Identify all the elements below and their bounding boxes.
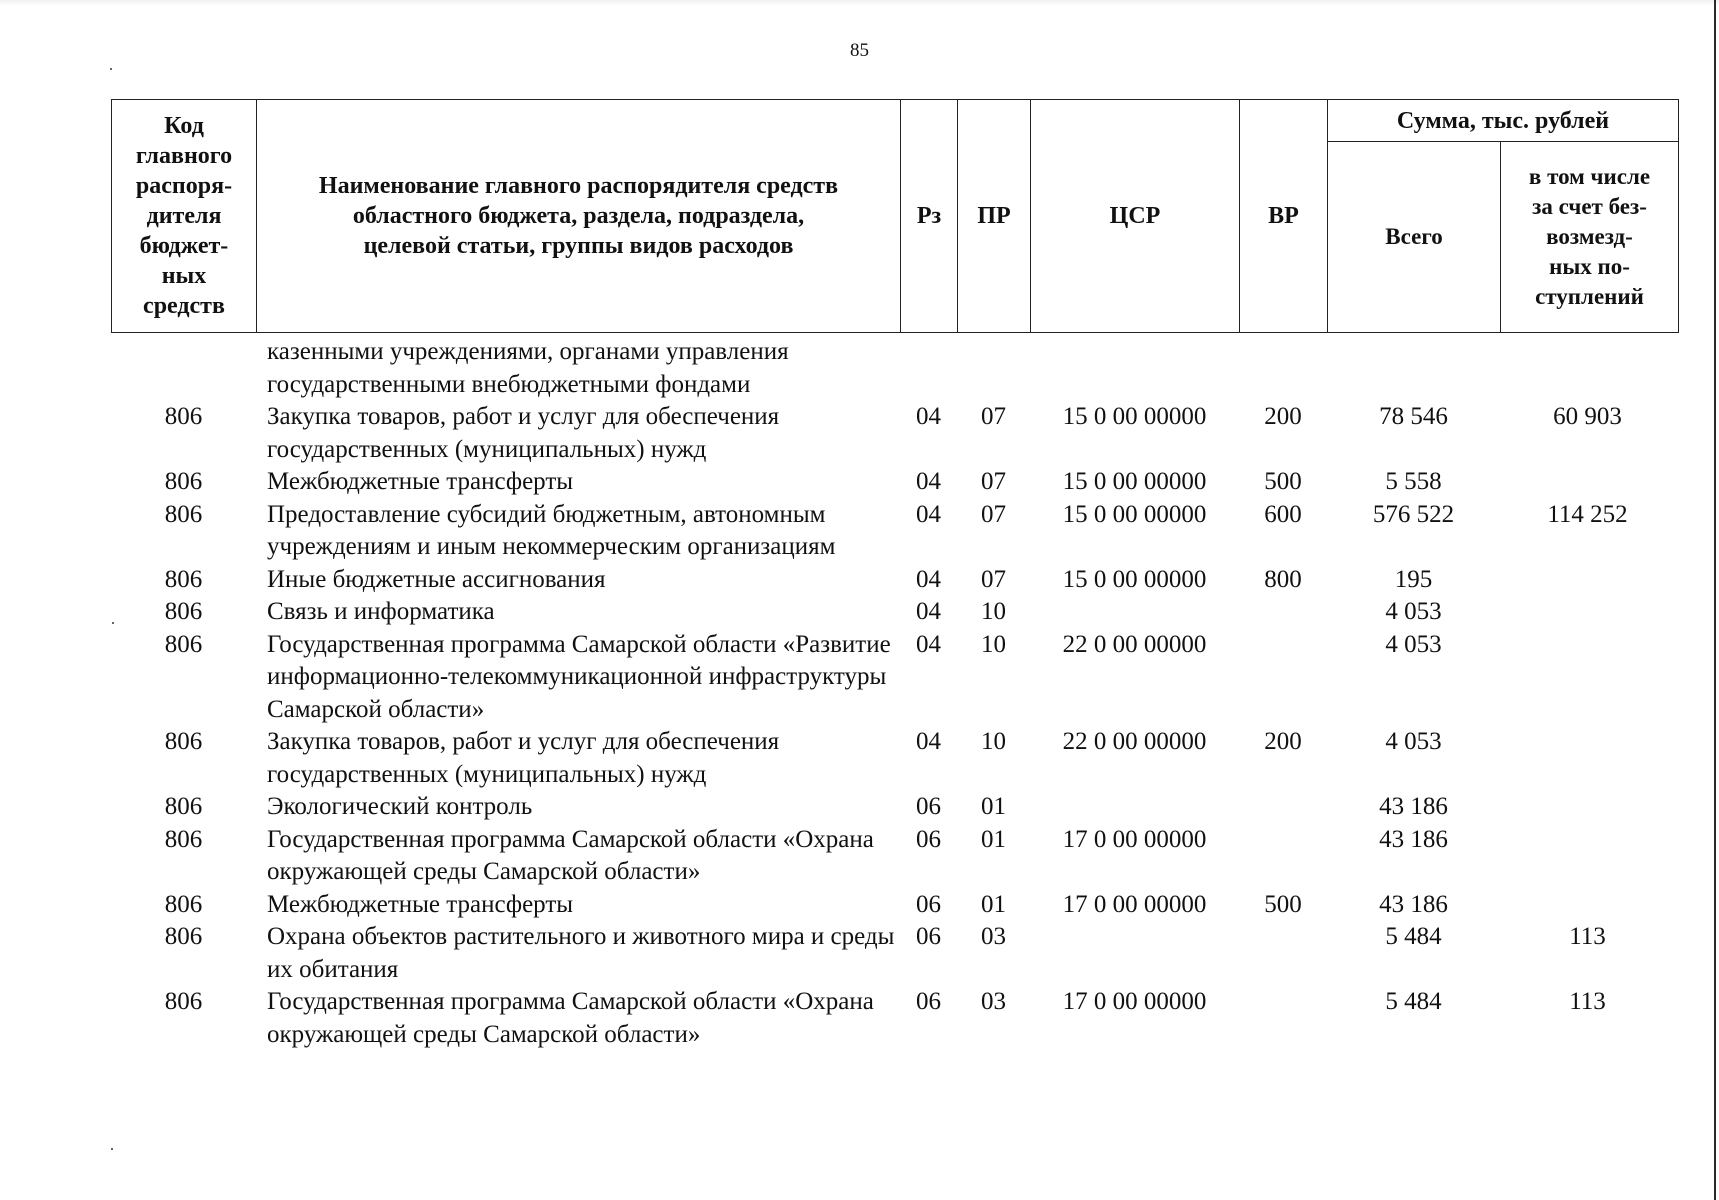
row-rz: 04 — [916, 728, 941, 755]
row-code: 806 — [164, 890, 203, 918]
row-rz: 04 — [916, 630, 941, 658]
row-name: Закупка товаров, работ и услуг для обеспечения государственных (муниципальных) нужд — [267, 403, 780, 463]
table-header — [111, 99, 1679, 333]
header-code-line: распоря- — [135, 173, 233, 199]
header-total: Всего — [1328, 142, 1501, 333]
row-csr: 17 0 00 00000 — [1062, 988, 1207, 1015]
scan-speck — [111, 1148, 113, 1150]
row-name: Иные бюджетные ассигнования — [267, 565, 606, 593]
row-code: 806 — [164, 468, 203, 495]
header-pr: ПР — [958, 100, 1031, 333]
row-pr: 03 — [981, 988, 1006, 1015]
table-row — [111, 889, 1678, 922]
row-code: 806 — [164, 923, 203, 950]
row-grants: 113 — [1569, 988, 1606, 1015]
row-code: 806 — [164, 728, 203, 755]
row-name: Межбюджетные трансферты — [267, 468, 574, 495]
row-name: Межбюджетные трансферты — [267, 890, 574, 918]
row-code: 806 — [164, 565, 203, 593]
header-name-line: Наименование главного распорядителя средств — [318, 173, 839, 199]
row-rz: 04 — [916, 468, 941, 495]
header-csr: ЦСР — [1031, 100, 1240, 333]
table-row — [111, 921, 1678, 986]
header-code-line: ных — [161, 263, 207, 289]
row-pr: 07 — [981, 468, 1006, 495]
row-rz: 06 — [916, 923, 941, 950]
row-total: 4 053 — [1385, 728, 1442, 755]
row-code: 806 — [164, 630, 203, 658]
row-pr: 01 — [981, 825, 1006, 853]
row-pr: 10 — [981, 598, 1006, 625]
header-rz: Рз — [901, 100, 958, 333]
table-row — [111, 499, 1678, 564]
row-name: Предоставление субсидий бюджетным, автономным учреждениям и иным некоммерческим организациям — [267, 500, 836, 560]
row-code: 806 — [164, 500, 203, 528]
row-total: 43 186 — [1379, 793, 1448, 820]
row-rz: 06 — [916, 793, 941, 820]
row-total: 5 558 — [1385, 468, 1442, 495]
row-code: 806 — [164, 825, 203, 853]
header-code-line: средств — [143, 293, 225, 319]
header-grants — [1501, 142, 1679, 333]
table-body — [111, 336, 1678, 1051]
row-total: 4 053 — [1385, 630, 1442, 658]
row-csr: 15 0 00 00000 — [1062, 403, 1207, 430]
row-vr: 500 — [1264, 468, 1302, 495]
row-csr: 15 0 00 00000 — [1062, 565, 1207, 593]
row-vr: 500 — [1264, 890, 1302, 918]
row-name: Государственная программа Самарской области «Развитие информационно-телекоммуникационной инфраструктуры Самарской области» — [267, 630, 891, 723]
header-grants-line: ступлений — [1535, 284, 1644, 309]
header-code — [112, 100, 257, 333]
row-pr: 10 — [981, 630, 1006, 658]
row-pr: 01 — [981, 793, 1006, 820]
header-grants-line: за счет без- — [1532, 194, 1647, 219]
header-vr: ВР — [1240, 100, 1328, 333]
header-code-line: Код — [164, 113, 204, 139]
scan-top-shadow — [0, 0, 1719, 6]
row-pr: 01 — [981, 890, 1006, 918]
table-row — [111, 824, 1678, 889]
row-vr: 800 — [1264, 565, 1302, 593]
row-vr: 200 — [1264, 403, 1302, 430]
row-csr: 22 0 00 00000 — [1062, 630, 1207, 658]
row-total: 5 484 — [1385, 923, 1442, 950]
row-total: 43 186 — [1379, 825, 1448, 853]
table-row — [111, 596, 1678, 629]
header-code-line: бюджет- — [139, 233, 229, 259]
table-row — [111, 401, 1678, 466]
row-rz: 04 — [916, 403, 941, 430]
table-row — [111, 726, 1678, 791]
header-grants-line: ных по- — [1549, 254, 1630, 279]
table-row — [111, 564, 1678, 597]
row-pr: 07 — [981, 565, 1006, 593]
row-csr: 22 0 00 00000 — [1062, 728, 1207, 755]
row-rz: 04 — [916, 598, 941, 625]
scan-right-edge — [1714, 0, 1716, 1200]
row-vr: 200 — [1264, 728, 1302, 755]
header-code-line: главного — [135, 143, 233, 169]
row-name: Охрана объектов растительного и животного мира и среды их обитания — [267, 923, 895, 983]
row-total: 43 186 — [1379, 890, 1448, 918]
row-rz: 04 — [916, 565, 941, 593]
row-rz: 04 — [916, 500, 941, 528]
table-row — [111, 336, 1678, 401]
row-code: 806 — [164, 598, 203, 625]
row-csr: 17 0 00 00000 — [1062, 825, 1207, 853]
row-grants: 60 903 — [1553, 403, 1622, 430]
header-sum: Сумма, тыс. рублей — [1328, 100, 1679, 142]
row-rz: 06 — [916, 890, 941, 918]
table-row — [111, 986, 1678, 1051]
row-name: Государственная программа Самарской области «Охрана окружающей среды Самарской области» — [267, 825, 874, 885]
row-total: 5 484 — [1385, 988, 1442, 1015]
row-csr: 15 0 00 00000 — [1062, 500, 1207, 528]
row-grants: 113 — [1569, 923, 1606, 950]
row-total: 78 546 — [1379, 403, 1448, 430]
row-name: казенными учреждениями, органами управления государственными внебюджетными фондами — [267, 338, 789, 398]
row-pr: 07 — [981, 403, 1006, 430]
header-grants-line: в том числе — [1528, 164, 1651, 189]
header-name — [257, 100, 901, 333]
row-rz: 06 — [916, 988, 941, 1015]
row-code: 806 — [164, 988, 203, 1015]
row-pr: 03 — [981, 923, 1006, 950]
row-total: 576 522 — [1372, 500, 1455, 528]
row-code: 806 — [164, 403, 203, 430]
header-name-line: областного бюджета, раздела, подраздела, — [352, 203, 805, 229]
header-name-line: целевой статьи, группы видов расходов — [363, 233, 794, 259]
row-rz: 06 — [916, 825, 941, 853]
row-code: 806 — [164, 793, 203, 820]
row-name: Закупка товаров, работ и услуг для обеспечения государственных (муниципальных) нужд — [267, 728, 780, 788]
row-grants: 114 252 — [1547, 500, 1628, 528]
row-pr: 10 — [981, 728, 1006, 755]
row-name: Экологический контроль — [267, 793, 533, 820]
row-total: 4 053 — [1385, 598, 1442, 625]
header-grants-line: возмезд- — [1546, 224, 1633, 249]
row-name: Связь и информатика — [267, 598, 495, 625]
page-number: 85 — [850, 40, 869, 61]
row-name: Государственная программа Самарской области «Охрана окружающей среды Самарской области» — [267, 988, 874, 1048]
row-vr: 600 — [1264, 500, 1302, 528]
header-code-line: дителя — [146, 203, 222, 229]
row-total: 195 — [1394, 565, 1433, 593]
row-pr: 07 — [981, 500, 1006, 528]
row-csr: 17 0 00 00000 — [1062, 890, 1207, 918]
row-csr: 15 0 00 00000 — [1062, 468, 1207, 495]
table-row — [111, 629, 1678, 727]
scan-speck — [110, 68, 112, 70]
table-row — [111, 791, 1678, 824]
table-row — [111, 466, 1678, 499]
